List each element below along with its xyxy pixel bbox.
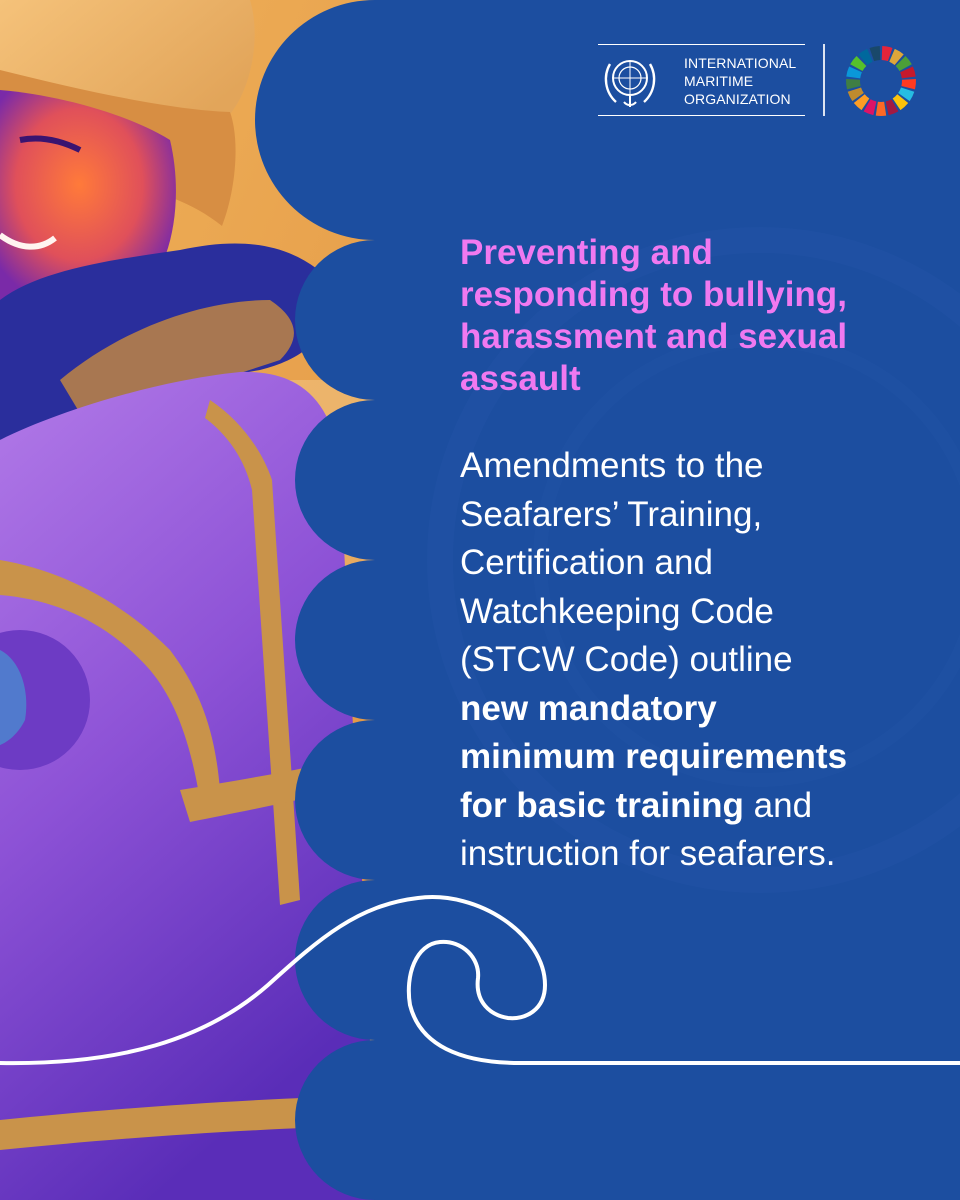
body-copy bbox=[460, 442, 940, 879]
logo-divider bbox=[823, 44, 825, 116]
imo-emblem-icon bbox=[600, 50, 660, 110]
body-line-1: Amendments to the bbox=[460, 446, 764, 485]
imo-line-1: INTERNATIONAL bbox=[684, 55, 797, 71]
imo-wordmark bbox=[684, 54, 796, 108]
body-line-8 bbox=[460, 782, 940, 831]
imo-line-3: ORGANIZATION bbox=[684, 91, 791, 107]
headline-line-1: Preventing and bbox=[460, 233, 713, 272]
body-line-3: Certification and bbox=[460, 543, 713, 582]
imo-line-2: MARITIME bbox=[684, 73, 754, 89]
body-bold-3: for basic training bbox=[460, 785, 744, 825]
body-line-4: Watchkeeping Code bbox=[460, 591, 774, 631]
sdg-wheel-icon bbox=[844, 44, 918, 118]
headline-line-3: harassment and sexual bbox=[460, 317, 848, 356]
body-line-6 bbox=[460, 685, 940, 734]
headline-line-4: assault bbox=[460, 359, 581, 398]
body-line-9: instruction for seafarers. bbox=[460, 834, 836, 873]
body-line-5: (STCW Code) outline bbox=[460, 640, 793, 679]
body-line-8-rest: and bbox=[743, 785, 813, 825]
body-bold-2: minimum requirements bbox=[460, 737, 848, 776]
sdg-segment bbox=[876, 102, 886, 116]
headline bbox=[460, 232, 930, 400]
sdg-segment bbox=[846, 79, 861, 89]
headline-line-2: responding to bullying, bbox=[460, 275, 847, 314]
sdg-segment bbox=[901, 79, 916, 89]
logo-bar bbox=[598, 44, 928, 118]
imo-logo bbox=[598, 44, 805, 116]
body-line-2: Seafarers’ Training, bbox=[460, 494, 763, 534]
body-line-7 bbox=[460, 733, 940, 782]
body-bold-1: new mandatory bbox=[460, 688, 717, 728]
